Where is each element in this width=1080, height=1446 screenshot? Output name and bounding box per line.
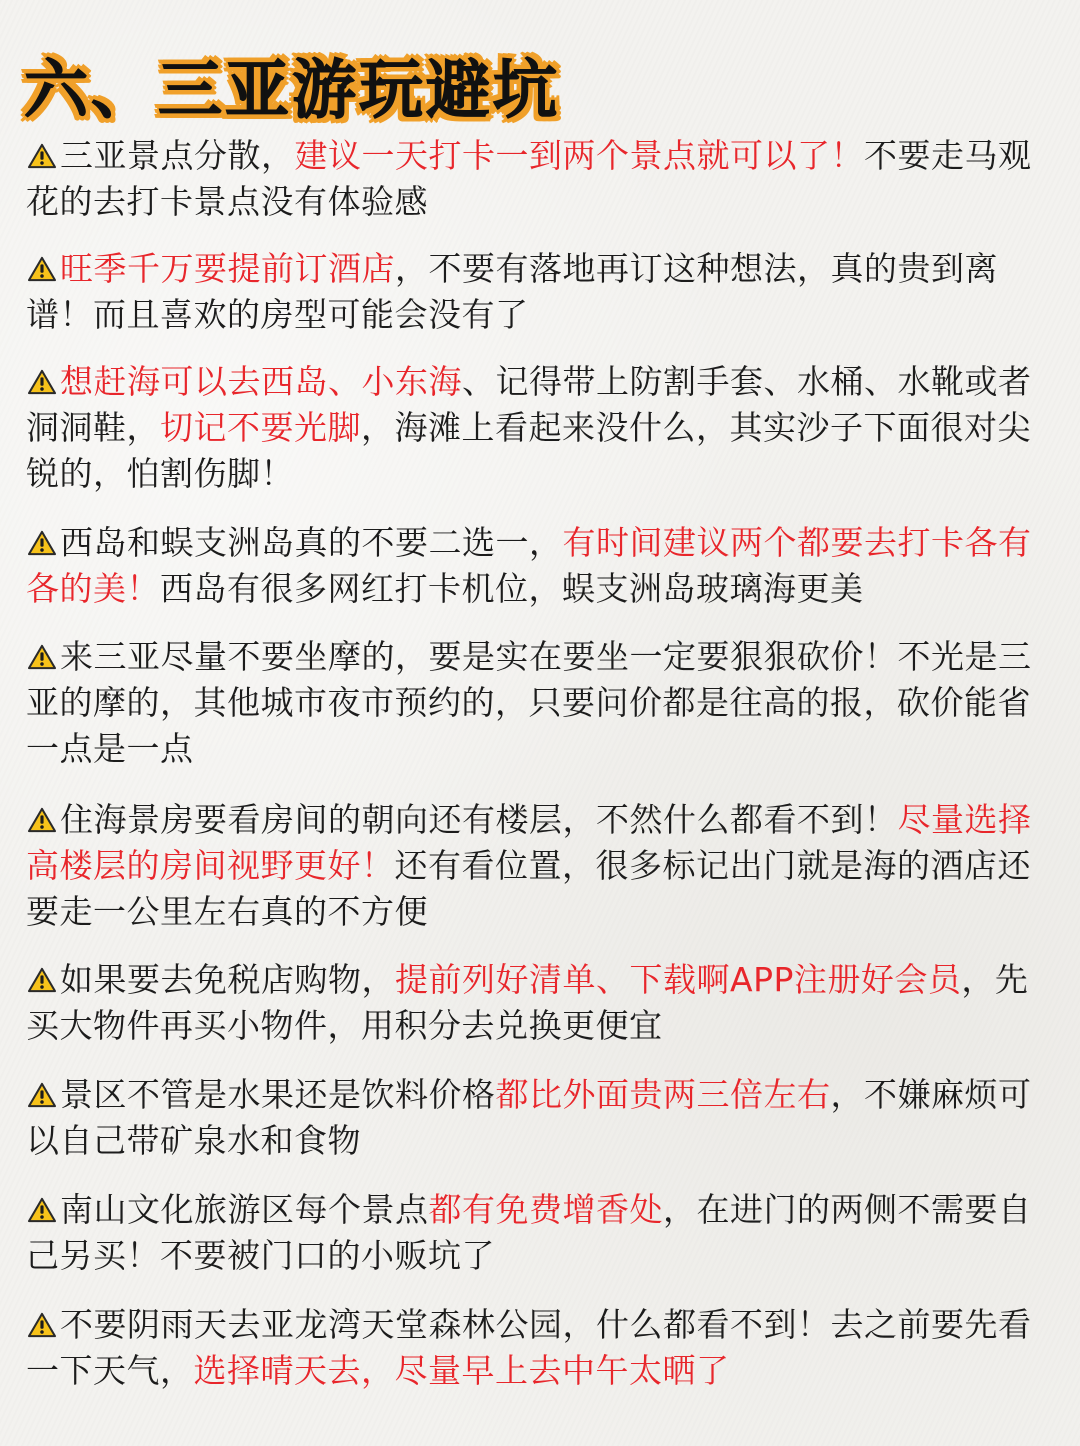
warning-icon [26, 807, 58, 833]
warning-icon [26, 256, 58, 282]
highlight-text: 有时间建议两个都要去打卡各有各的美！ [26, 523, 1032, 608]
tip-text: 不要走马观花的去打卡景点没有体验感 [26, 136, 1032, 221]
highlight-text: 想赶海可以去西岛、小东海 [60, 362, 462, 401]
highlight-text: 都有免费增香处 [428, 1190, 663, 1229]
tip-item [26, 359, 1060, 497]
highlight-text: 建议一天打卡一到两个景点就可以了！ [294, 136, 864, 175]
tip-text: 西岛有很多网红打卡机位，蜈支洲岛玻璃海更美 [160, 569, 864, 608]
tip-item [26, 246, 1060, 338]
tip-item [26, 520, 1060, 612]
tip-text: 景区不管是水果还是饮料价格 [60, 1075, 496, 1114]
tip-text: 三亚景点分散， [60, 136, 295, 175]
warning-icon [26, 530, 58, 556]
page-title: 六、三亚游玩避坑 [24, 54, 560, 128]
tip-text: 如果要去免税店购物， [60, 960, 395, 999]
warning-icon [26, 1082, 58, 1108]
tip-item [26, 957, 1060, 1049]
tip-text: 不要阴雨天去亚龙湾天堂森林公园，什么都看不到！去之前要先看一下天气， [26, 1305, 1032, 1390]
warning-icon [26, 644, 58, 670]
warning-icon [26, 1312, 58, 1338]
tip-text: 还有看位置，很多标记出门就是海的酒店还要走一公里左右真的不方便 [26, 846, 1031, 931]
tip-item [26, 1072, 1060, 1164]
tip-item [26, 1302, 1060, 1394]
tip-item [26, 797, 1060, 935]
highlight-text: 切记不要光脚 [160, 408, 361, 447]
tip-text: 来三亚尽量不要坐摩的，要是实在要坐一定要狠狠砍价！不光是三亚的摩的，其他城市夜市预约的，只要问价都是往高的报，砍价能省一点是一点 [26, 637, 1032, 768]
tip-text: 南山文化旅游区每个景点 [60, 1190, 429, 1229]
highlight-text: 提前列好清单、下载啊APP注册好会员 [395, 960, 962, 999]
tip-text: 住海景房要看房间的朝向还有楼层，不然什么都看不到！ [60, 800, 898, 839]
warning-icon [26, 967, 58, 993]
warning-icon [26, 143, 58, 169]
warning-icon [26, 369, 58, 395]
tip-text: ，不嫌麻烦可以自己带矿泉水和食物 [26, 1075, 1032, 1160]
tip-text: 、记得带上防割手套、水桶、水靴或者洞洞鞋， [26, 362, 1032, 447]
tip-text: ，先买大物件再买小物件，用积分去兑换更便宜 [26, 960, 1029, 1045]
tip-item [26, 1187, 1060, 1279]
tip-item [26, 634, 1060, 772]
highlight-text: 选择晴天去，尽量早上去中午太晒了 [193, 1351, 730, 1390]
highlight-text: 旺季千万要提前订酒店 [60, 249, 395, 288]
warning-icon [26, 1197, 58, 1223]
highlight-text: 都比外面贵两三倍左右 [495, 1075, 831, 1114]
tip-text: ，在进门的两侧不需要自己另买！不要被门口的小贩坑了 [26, 1190, 1032, 1275]
tip-item [26, 133, 1060, 225]
tip-text: 西岛和蜈支洲岛真的不要二选一， [60, 523, 563, 562]
tip-text: ，不要有落地再订这种想法，真的贵到离谱！而且喜欢的房型可能会没有了 [26, 249, 998, 334]
highlight-text: 尽量选择高楼层的房间视野更好！ [26, 800, 1032, 885]
tip-text: ，海滩上看起来没什么，其实沙子下面很对尖锐的，怕割伤脚！ [26, 408, 1031, 493]
